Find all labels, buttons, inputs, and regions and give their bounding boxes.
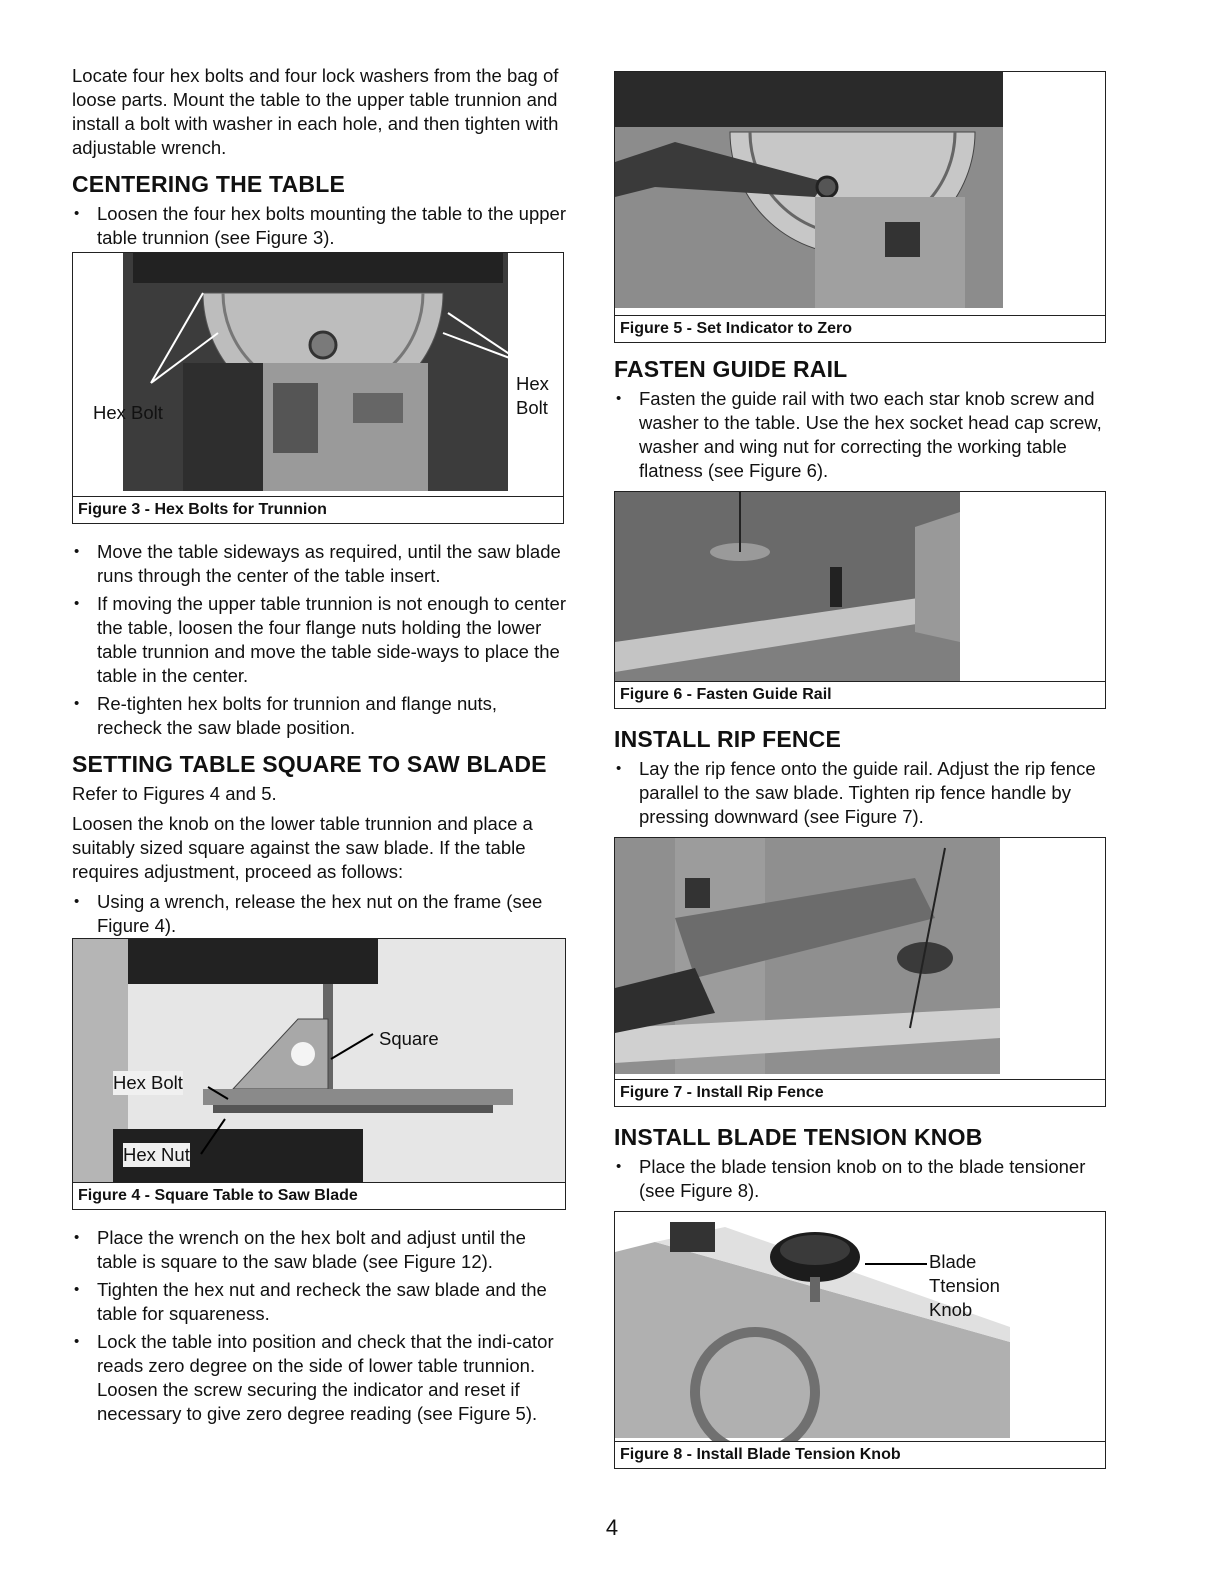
list-item: • Re-tighten hex bolts for trunnion and flange nuts, recheck the saw blade position. — [72, 692, 566, 740]
figure-4-caption: Figure 4 - Square Table to Saw Blade — [73, 1182, 565, 1209]
list-item: • Loosen the four hex bolts mounting the table to the upper table trunnion (see Figure 3). — [72, 202, 566, 250]
list-item: • Place the blade tension knob on to the blade tensioner (see Figure 8). — [614, 1155, 1106, 1203]
list-item: • Tighten the hex nut and recheck the saw blade and the table for squareness. — [72, 1278, 566, 1326]
hex-bolt-label: Hex Bolt — [113, 1072, 183, 1093]
intro-paragraph: Locate four hex bolts and four lock washers from the bag of loose parts. Mount the table to the upper table trunnion and install a bolt with washer in each hole, and then tighten with adjustable wrench. — [72, 65, 559, 158]
hex-bolt-label-right-1: Hex — [516, 373, 549, 394]
rip-fence-list — [614, 757, 1106, 829]
right-column — [614, 71, 1106, 1485]
list-item: • Fasten the guide rail with two each star knob screw and washer to the table. Use the hex socket head cap screw, washer and wing nut for correcting the working table flatness (see Figure 6). — [614, 387, 1106, 483]
list-item: • Lay the rip fence onto the guide rail. Adjust the rip fence parallel to the saw blade. Tighten rip fence handle by pressing downward (see Figure 7). — [614, 757, 1106, 829]
list-item: • Move the table sideways as required, until the saw blade runs through the center of the table insert. — [72, 540, 566, 588]
tension-label: Ttension — [929, 1275, 1000, 1296]
blade-label: Blade — [929, 1251, 977, 1272]
figure-5-photo — [615, 72, 1105, 317]
figure-7-photo — [615, 838, 1105, 1080]
figure-5 — [614, 71, 1106, 343]
square-heading: SETTING TABLE SQUARE TO SAW BLADE — [72, 751, 547, 777]
tension-knob-list — [614, 1155, 1106, 1203]
list-item: • Lock the table into position and check that the indi-cator reads zero degree on the side of lower table trunnion. Loosen the screw securing the indicator and reset if necessary to give zero degree reading (see Figure 5). — [72, 1330, 566, 1426]
figure-8-photo — [615, 1212, 1105, 1442]
square-list — [72, 890, 566, 938]
centering-heading: CENTERING THE TABLE — [72, 171, 345, 197]
hex-bolt-label-right-2: Bolt — [516, 397, 548, 418]
hex-bolt-label-left: Hex Bolt — [93, 402, 163, 423]
figure-3-caption: Figure 3 - Hex Bolts for Trunnion — [73, 496, 563, 523]
list-item: • If moving the upper table trunnion is not enough to center the table, loosen the four flange nuts holding the lower table trunnion and move the table side-ways to place the table in the center. — [72, 592, 566, 688]
square-paragraph-1: Refer to Figures 4 and 5. — [72, 783, 277, 804]
rip-fence-heading: INSTALL RIP FENCE — [614, 726, 842, 752]
tension-knob-heading: INSTALL BLADE TENSION KNOB — [614, 1124, 983, 1150]
page-number: 4 — [605, 1515, 619, 1540]
figure-5-caption: Figure 5 - Set Indicator to Zero — [615, 315, 1105, 342]
left-column — [72, 64, 566, 1434]
knob-label: Knob — [929, 1299, 973, 1320]
figure-3 — [72, 252, 564, 524]
figure-6 — [614, 491, 1106, 709]
square-label: Square — [379, 1028, 439, 1049]
figure-3-photo — [73, 253, 563, 498]
square-paragraph-2: Loosen the knob on the lower table trunnion and place a suitably sized square against the saw blade. If the table requires adjustment, proceed as follows: — [72, 813, 533, 882]
list-item: • Place the wrench on the hex bolt and adjust until the table is square to the saw blade (see Figure 12). — [72, 1226, 566, 1274]
centering-list — [72, 202, 566, 250]
guide-list — [614, 387, 1106, 483]
hex-nut-label: Hex Nut — [123, 1144, 190, 1165]
square-steps — [72, 1226, 566, 1426]
figure-7-caption: Figure 7 - Install Rip Fence — [615, 1079, 1105, 1106]
guide-heading: FASTEN GUIDE RAIL — [614, 356, 848, 382]
list-item: • Using a wrench, release the hex nut on the frame (see Figure 4). — [72, 890, 566, 938]
centering-steps — [72, 540, 566, 740]
figure-4 — [72, 938, 566, 1210]
figure-6-caption: Figure 6 - Fasten Guide Rail — [615, 681, 1105, 708]
figure-8-caption: Figure 8 - Install Blade Tension Knob — [615, 1441, 1105, 1468]
figure-7 — [614, 837, 1106, 1107]
figure-8 — [614, 1211, 1106, 1469]
figure-6-photo — [615, 492, 1105, 682]
